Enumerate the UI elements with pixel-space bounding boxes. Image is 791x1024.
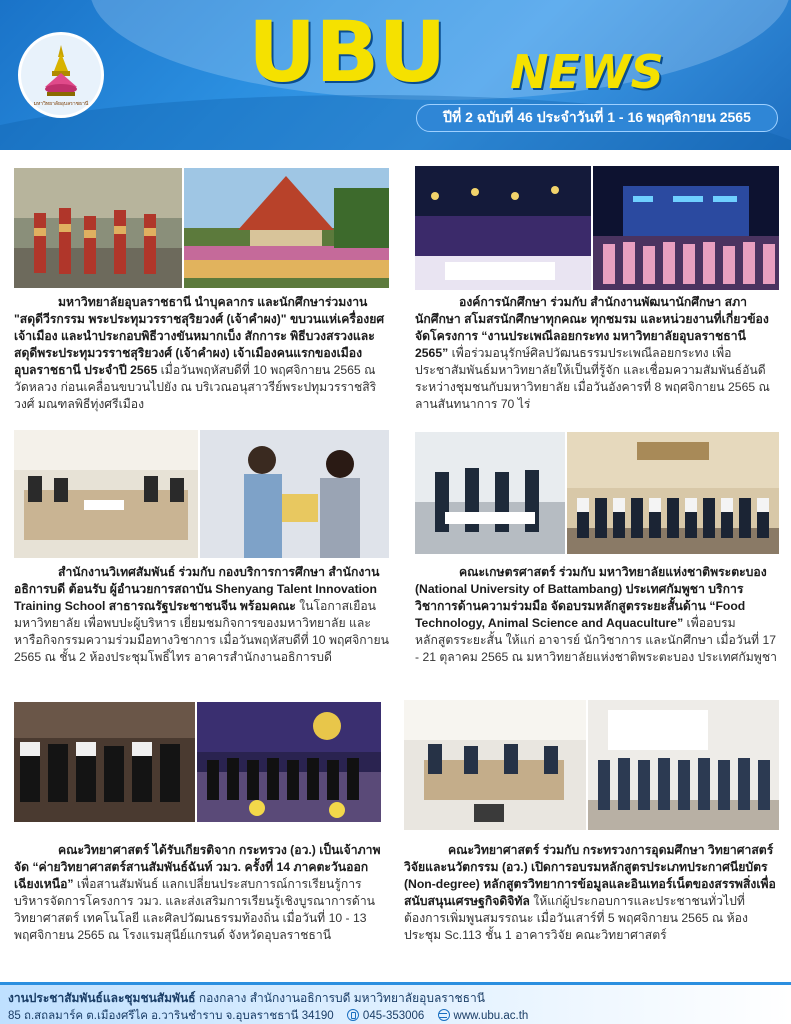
footer-org-rest: กองกลาง สำนักงานอธิการบดี มหาวิทยาลัยอุบลราชธานี <box>195 991 485 1005</box>
photo-parade <box>14 168 182 288</box>
masthead <box>0 0 791 150</box>
article-text <box>415 564 780 666</box>
photo-certificate-handover <box>200 430 389 558</box>
newsletter-subtitle: NEWS <box>510 45 664 99</box>
photo-training-group <box>588 700 779 830</box>
photo-meeting-room <box>14 430 198 558</box>
article-text <box>14 842 382 944</box>
article-photos <box>14 168 389 288</box>
footer-website[interactable]: www.ubu.ac.th <box>453 1010 529 1022</box>
article-photos <box>14 430 389 558</box>
photo-science-camp-audience <box>14 702 195 822</box>
article-photos <box>415 432 779 554</box>
article-detail: เพื่อร่วมอนุรักษ์ศิลปวัฒนธรรมประเพณีลอยกระทง เพื่อประชาสัมพันธ์มหาวิทยาลัยให้เป็นที่รู้จัก และเชื่อมความสัมพันธ์อันดีระหว่างชุมชนกับมหาวิทยาลัย เมื่อวันอังคารที่ 8 พฤศจิกายน 2565 ณ ลานสันทนาการ 70 ไร่ <box>415 346 770 411</box>
article-detail: เพื่ออบรมหลักสูตรระยะสั้น ให้แก่ อาจารย์ นักวิชาการ และนักศึกษา เมื่อวันที่ 17 - 21 ตุลาคม 2565 ณ มหาวิทยาลัยแห่งชาติพระตะบอง ประเทศกัมพูชา <box>415 616 777 664</box>
article-text <box>14 564 389 666</box>
logo-caption: มหาวิทยาลัยอุบลราชธานี <box>33 100 89 107</box>
article-lead: องค์การนักศึกษา ร่วมกับ สำนักงานพัฒนานักศึกษา สภานักศึกษา สโมสรนักศึกษาทุกคณะ ทุกชมรม และหน่วยงานที่เกี่ยวข้อง จัดโครงการ “งานประเพณีลอยกระทง มหาวิทยาลัยอุบลราชธานี 2565” <box>415 295 769 360</box>
article-detail: ในโอกาสเยือนมหาวิทยาลัย เพื่อพบปะผู้บริหาร เยี่ยมชมกิจการของมหาวิทยาลัย และหารือกิจกรรมความร่วมมือทางวิชาการ เมื่อวันพฤหัสบดีที่ 10 พฤศจิกายน 2565 ณ ชั้น 2 ห้องประชุมโพธิ์ไทร อาคารสำนักงานอธิการบดี <box>14 599 389 664</box>
photo-science-camp-group <box>197 702 381 822</box>
photo-group-battambang <box>567 432 779 554</box>
article-lead: คณะเกษตรศาสตร์ ร่วมกับ มหาวิทยาลัยแห่งชาติพระตะบอง (National University of Battambang) ประเทศกัมพูชา บริการวิชาการด้านความร่วมมือ จัดอบรมหลักสูตรระยะสั้นด้าน “Food Technology, Animal Science and Aquaculture” <box>415 565 767 630</box>
article-photos <box>14 702 381 822</box>
article-lead: คณะวิทยาศาสตร์ ได้รับเกียรติจาก กระทรวง (อว.) เป็นเจ้าภาพจัด “ค่ายวิทยาศาสตร์สานสัมพันธ์ฉันท์ วมว. ครั้งที่ 14 ภาคตะวันออกเฉียงเหนือ” <box>14 843 381 891</box>
globe-icon <box>438 1009 450 1021</box>
article-text <box>14 294 389 413</box>
article-lead: มหาวิทยาลัยอุบลราชธานี นำบุคลากร และนักศึกษาร่วมงาน "สดุดีวีรกรรม พระประทุมวรราชสุริยวงศ์ (เจ้าคำผง)" ขบวนแห่เครื่องยศเจ้าเมือง และนำประกอบพิธีวางขันหมากเบ็ง สักการะ พิธีบวงสรวงและสดุดีพระประทุมวรราชสุริยวงศ์ (เจ้าคำผง) เจ้าเมืองคนแรกของเมืองอุบลราชธานี ประจำปี 2565 <box>14 295 385 377</box>
article-photos <box>404 700 779 830</box>
photo-temple-group <box>184 168 389 288</box>
photo-training-room <box>404 700 586 830</box>
footer-contact <box>8 1007 528 1024</box>
university-logo <box>18 32 104 118</box>
photo-food-lab <box>415 432 565 554</box>
article-lead: สำนักงานวิเทศสัมพันธ์ ร่วมกับ กองบริการการศึกษา สำนักงานอธิการบดี ต้อนรับ ผู้อำนวยการสถาบัน Shenyang Talent Innovation Training School สาธารณรัฐประชาชนจีน พร้อมคณะ <box>14 565 380 613</box>
photo-loy-krathong-crowd <box>593 166 779 290</box>
footer-organization <box>8 989 485 1008</box>
article-detail: เมื่อวันพฤหัสบดีที่ 10 พฤศจิกายน 2565 ณ วัดหลวง ก่อนเคลื่อนขบวนไปยัง ณ บริเวณอนุสาวรีย์พระปทุมวรราชสิริวงศ์ มณฑลพิธีทุ่งศรีเมือง <box>14 363 377 411</box>
article-photos <box>415 166 779 290</box>
photo-loy-krathong-stage <box>415 166 591 290</box>
temple-spire-icon <box>37 43 85 99</box>
footer <box>0 982 791 1024</box>
footer-org-bold: งานประชาสัมพันธ์และชุมชนสัมพันธ์ <box>8 991 196 1005</box>
article-detail: ให้แก่ผู้ประกอบการและประชาชนทั่วไปที่ต้องการเพิ่มพูนสมรรถนะ เมื่อวันเสาร์ที่ 5 พฤศจิกายน 2565 ณ ห้องประชุม Sc.113 ชั้น 1 อาคารวิจัย คณะวิทยาศาสตร์ <box>404 894 748 942</box>
phone-icon <box>347 1009 359 1021</box>
article-text <box>404 842 780 944</box>
article-lead: คณะวิทยาศาสตร์ ร่วมกับ กระทรวงการอุดมศึกษา วิทยาศาสตร์ วิจัยและนวัตกรรม (อว.) เปิดการอบรมหลักสูตรประเภทประกาศนียบัตร (Non-degree) หลักสูตรวิทยาการข้อมูลและอินเทอร์เน็ตของสรรพสิ่งเพื่อสนับสนุนเศรษฐกิจดิจิทัล <box>404 843 776 908</box>
article-text <box>415 294 780 413</box>
article-detail: เพื่อสานสัมพันธ์ แลกเปลี่ยนประสบการณ์การเรียนรู้การบริหารจัดการโครงการ วมว. และส่งเสริมการเรียนรู้เชิงบูรณาการด้านวิทยาศาสตร์ เทคโนโลยี และศิลปวัฒนธรรมท้องถิ่น เมื่อวันที่ 10 - 13 พฤศจิกายน 2565 ณ โรงแรมสุนีย์แกรนด์ จังหวัดอุบลราชธานี <box>14 877 375 942</box>
issue-info: ปีที่ 2 ฉบับที่ 46 ประจำวันที่ 1 - 16 พฤศจิกายน 2565 <box>416 104 778 132</box>
footer-phone[interactable]: 045-353006 <box>362 1010 425 1022</box>
footer-address: 85 ถ.สถลมาร์ค ต.เมืองศรีไค อ.วารินชำราบ จ.อุบลราชธานี 34190 <box>8 1010 334 1022</box>
newsletter-title: UBU <box>248 3 446 101</box>
